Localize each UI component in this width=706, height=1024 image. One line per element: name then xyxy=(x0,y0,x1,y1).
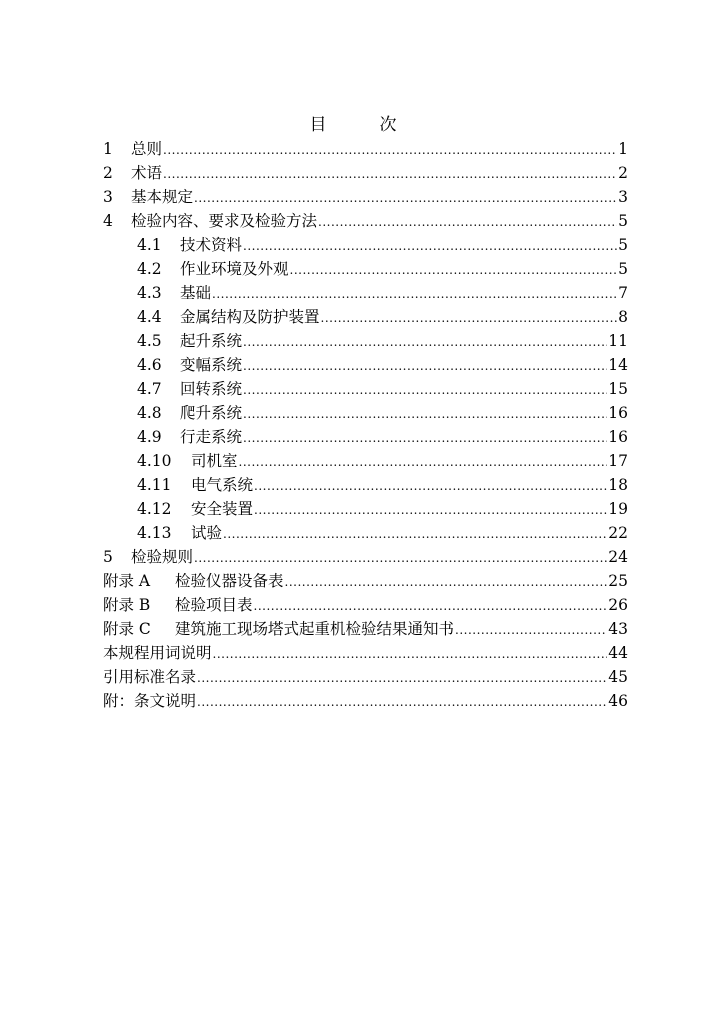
toc-entry xyxy=(103,473,628,497)
toc-entry-label: 总则 xyxy=(131,140,163,158)
toc-entry xyxy=(103,641,628,665)
toc-entry-number: 2 xyxy=(103,164,113,182)
toc-entry-number: 4.1 xyxy=(137,236,162,254)
toc-entry xyxy=(103,569,628,593)
toc-entry-number: 4.8 xyxy=(137,404,162,422)
toc-entry-label: 电气系统 xyxy=(191,476,254,494)
toc-leader-dots xyxy=(243,330,607,354)
toc-entry xyxy=(103,617,628,641)
toc-entry-label: 检验项目表 xyxy=(175,596,253,614)
toc-entry xyxy=(103,689,628,713)
toc-entry xyxy=(103,257,628,281)
toc-entry-number: 4.11 xyxy=(137,476,172,494)
toc-entry xyxy=(103,161,628,185)
toc-entry xyxy=(103,449,628,473)
toc-entry-label: 基础 xyxy=(180,284,212,302)
toc-entry-number: 4.3 xyxy=(137,284,162,302)
toc-entry xyxy=(103,377,628,401)
toc-entry-label: 引用标准名录 xyxy=(103,668,197,686)
toc-entry-page: 44 xyxy=(608,644,628,662)
toc-entry-page: 45 xyxy=(608,668,628,686)
toc-entry-page: 14 xyxy=(608,356,628,374)
toc-entry-page: 3 xyxy=(618,188,628,206)
toc-entry-label: 行走系统 xyxy=(180,428,243,446)
toc-entry xyxy=(103,209,628,233)
toc-entry-page: 11 xyxy=(608,332,628,350)
toc-leader-dots xyxy=(254,474,607,498)
toc-entry-page: 17 xyxy=(608,452,628,470)
toc-leader-dots xyxy=(290,258,618,282)
toc-leader-dots xyxy=(213,642,608,666)
toc-entry xyxy=(103,233,628,257)
toc-entry-label: 本规程用词说明 xyxy=(103,644,212,662)
toc-entry-number: 4.4 xyxy=(137,308,162,326)
toc-entry-number: 4.6 xyxy=(137,356,162,374)
toc-entry-label: 检验内容、要求及检验方法 xyxy=(131,212,318,230)
toc-entry-label: 爬升系统 xyxy=(180,404,243,422)
toc-leader-dots xyxy=(455,618,607,642)
toc-leader-dots xyxy=(318,210,617,234)
toc-entry-label: 起升系统 xyxy=(180,332,243,350)
toc-leader-dots xyxy=(239,450,608,474)
toc-entry xyxy=(103,185,628,209)
toc-entry-page: 2 xyxy=(618,164,628,182)
toc-entry-page: 25 xyxy=(608,572,628,590)
toc-entry-page: 18 xyxy=(608,476,628,494)
toc-leader-dots xyxy=(243,402,607,426)
toc-entry xyxy=(103,593,628,617)
toc-leader-dots xyxy=(285,570,608,594)
toc-entry-page: 7 xyxy=(618,284,628,302)
toc-entry-page: 26 xyxy=(608,596,628,614)
toc-entry xyxy=(103,329,628,353)
toc-entry xyxy=(103,497,628,521)
toc-entry-page: 19 xyxy=(608,500,628,518)
toc-entry-page: 5 xyxy=(618,236,628,254)
toc-entry-label: 司机室 xyxy=(191,452,238,470)
toc-leader-dots xyxy=(254,594,608,618)
toc-entry-number: 4.12 xyxy=(137,500,172,518)
toc-entry-label: 检验规则 xyxy=(131,548,194,566)
toc-entry-number: 4.13 xyxy=(137,524,172,542)
toc-entry-page: 24 xyxy=(608,548,628,566)
toc-leader-dots xyxy=(197,666,607,690)
toc-entry-number: 5 xyxy=(103,548,113,566)
toc-entry-label: 金属结构及防护装置 xyxy=(180,308,320,326)
toc-leader-dots xyxy=(212,282,617,306)
toc-leader-dots xyxy=(254,498,607,522)
toc-leader-dots xyxy=(243,354,607,378)
toc-entry-page: 16 xyxy=(608,428,628,446)
toc-entry-label: 检验仪器设备表 xyxy=(175,572,284,590)
table-of-contents xyxy=(103,137,628,713)
toc-leader-dots xyxy=(163,162,617,186)
toc-entry-page: 16 xyxy=(608,404,628,422)
toc-entry xyxy=(103,353,628,377)
toc-leader-dots xyxy=(197,690,607,714)
toc-entry xyxy=(103,281,628,305)
toc-leader-dots xyxy=(194,546,607,570)
toc-entry xyxy=(103,305,628,329)
toc-entry-number: 附录 A xyxy=(103,572,151,590)
toc-leader-dots xyxy=(163,138,617,162)
toc-leader-dots xyxy=(223,522,607,546)
toc-entry-number: 4 xyxy=(103,212,113,230)
toc-entry-label: 术语 xyxy=(131,164,163,182)
toc-entry-label: 安全装置 xyxy=(191,500,254,518)
toc-entry-label: 作业环境及外观 xyxy=(180,260,289,278)
toc-entry-label: 基本规定 xyxy=(131,188,194,206)
toc-entry-number: 3 xyxy=(103,188,113,206)
toc-entry-number: 4.2 xyxy=(137,260,162,278)
toc-entry-label: 试验 xyxy=(191,524,223,542)
toc-entry-label: 变幅系统 xyxy=(180,356,243,374)
toc-leader-dots xyxy=(243,426,607,450)
toc-entry-label: 回转系统 xyxy=(180,380,243,398)
toc-entry-page: 8 xyxy=(618,308,628,326)
toc-entry-label: 技术资料 xyxy=(180,236,243,254)
toc-leader-dots xyxy=(243,234,617,258)
toc-entry xyxy=(103,665,628,689)
toc-entry-number: 4.10 xyxy=(137,452,172,470)
toc-entry xyxy=(103,401,628,425)
toc-entry xyxy=(103,425,628,449)
toc-leader-dots xyxy=(243,378,607,402)
toc-entry-page: 43 xyxy=(608,620,628,638)
toc-title: 目 次 xyxy=(309,115,415,135)
toc-entry-label: 建筑施工现场塔式起重机检验结果通知书 xyxy=(175,620,455,638)
toc-entry-page: 5 xyxy=(618,212,628,230)
toc-entry-label: 附：条文说明 xyxy=(103,692,197,710)
toc-entry-page: 22 xyxy=(608,524,628,542)
toc-entry-number: 4.5 xyxy=(137,332,162,350)
toc-entry-page: 15 xyxy=(608,380,628,398)
toc-leader-dots xyxy=(321,306,618,330)
toc-entry-number: 附录 C xyxy=(103,620,151,638)
toc-entry xyxy=(103,545,628,569)
toc-entry-page: 1 xyxy=(618,140,628,158)
toc-entry-page: 5 xyxy=(618,260,628,278)
toc-entry xyxy=(103,137,628,161)
toc-entry-number: 1 xyxy=(103,140,113,158)
toc-entry-number: 4.7 xyxy=(137,380,162,398)
toc-entry-page: 46 xyxy=(608,692,628,710)
toc-entry-number: 4.9 xyxy=(137,428,162,446)
toc-entry-number: 附录 B xyxy=(103,596,151,614)
toc-entry xyxy=(103,521,628,545)
toc-leader-dots xyxy=(194,186,617,210)
